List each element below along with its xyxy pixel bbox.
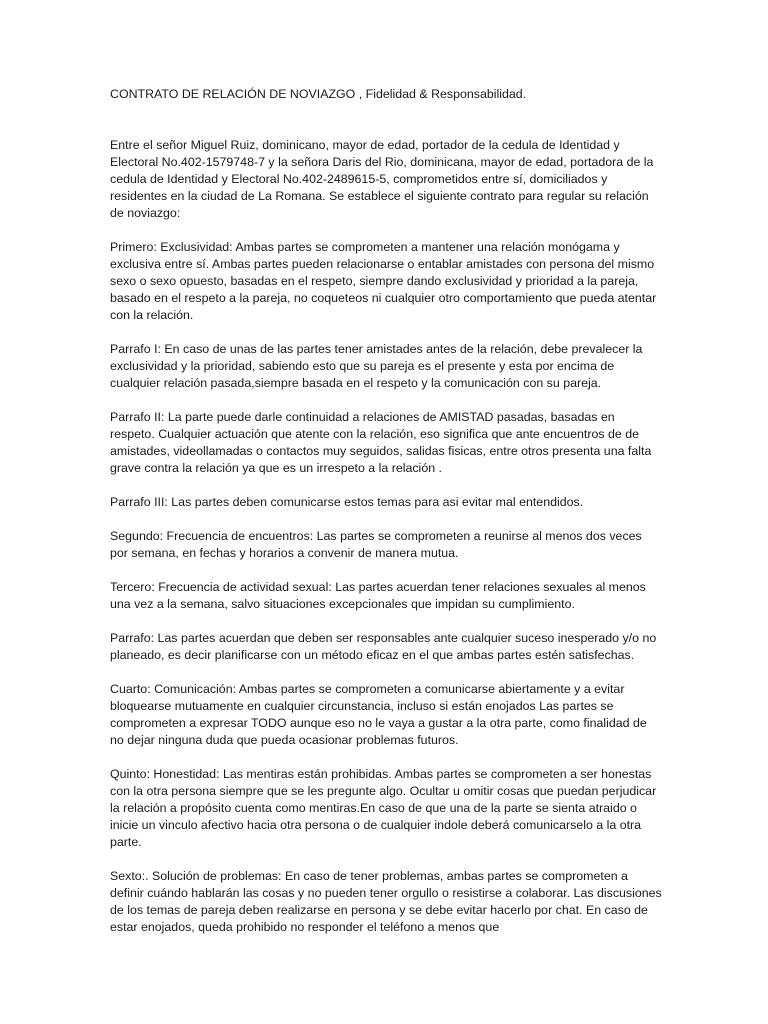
- paragraph-parrafo: Parrafo: Las partes acuerdan que deben ser responsables ante cualquier suceso inesperado y/o no planeado, es decir planificarse con un método eficaz en el que ambas partes estén satisfechas.: [110, 631, 657, 662]
- paragraph-tercero: Tercero: Frecuencia de actividad sexual: Las partes acuerdan tener relaciones sexuales al menos una vez a la semana, salvo situaciones excepcionales que impidan su cumplimiento.: [110, 580, 646, 611]
- paragraph-intro: Entre el señor Miguel Ruiz, dominicano, mayor de edad, portador de la cedula de Identidad y Electoral No.402-1579748-7 y la señora Daris del Rio, dominicana, mayor de edad, portadora de la cedula de Identidad y Electoral No.402-2489615-5, comprometidos entre sí, domiciliados y residentes en la ciudad de La Romana. Se establece el siguiente contrato para regular su relación de noviazgo:: [110, 138, 654, 220]
- document-body: [110, 86, 662, 953]
- paragraph-quinto: Quinto: Honestidad: Las mentiras están prohibidas. Ambas partes se comprometen a ser honestas con la otra persona siempre que se les pregunte algo. Ocultar u omitir cosas que puedan perjudicar la relación a propósito cuenta como mentiras.En caso de que una de la parte se sienta atraido o inicie un vinculo afectivo hacia otra persona o de cualquier indole deberá comunicarselo a la otra parte.: [110, 767, 657, 849]
- paragraph-primero: Primero: Exclusividad: Ambas partes se comprometen a mantener una relación monógama y exclusiva entre sí. Ambas partes pueden relacionarse o entablar amistades con persona del mismo sexo o sexo opuesto, basadas en el respeto, siempre dando exclusividad y prioridad a la pareja, basado en el respeto a la pareja, no coqueteos ni cualquier otro comportamiento que pueda atentar con la relación.: [110, 240, 657, 322]
- paragraph-segundo: Segundo: Frecuencia de encuentros: Las partes se comprometen a reunirse al menos dos veces por semana, en fechas y horarios a convenir de manera mutua.: [110, 529, 642, 560]
- paragraph-parrafo-iii: Parrafo III: Las partes deben comunicarse estos temas para asi evitar mal entendidos.: [110, 495, 584, 509]
- paragraph-cuarto: Cuarto: Comunicación: Ambas partes se comprometen a comunicarse abiertamente y a evitar bloquearse mutuamente en cualquier circunstancia, incluso si están enojados Las partes se comprometen a expresar TODO aunque eso no le vaya a gustar a la otra parte, como finalidad de no dejar ninguna duda que pueda ocasionar problemas futuros.: [110, 682, 647, 747]
- paragraph-sexto: Sexto:. Solución de problemas: En caso de tener problemas, ambas partes se comprometen a definir cuándo hablarán las cosas y no pueden tener orgullo o resistirse a colaborar. Las discusiones de los temas de pareja deben realizarse en persona y se debe evitar hacerlo por chat. En caso de estar enojados, queda prohibido no responder el teléfono a menos que: [110, 869, 662, 934]
- paragraph-parrafo-ii: Parrafo II: La parte puede darle continuidad a relaciones de AMISTAD pasadas, basadas en respeto. Cualquier actuación que atente con la relación, eso significa que ante encuentros de de amistades, videollamadas o contactos muy seguidos, salidas fisicas, entre otros presenta una falta grave contra la relación ya que es un irrespeto a la relación .: [110, 410, 652, 475]
- document-title: CONTRATO DE RELACIÓN DE NOVIAZGO , Fidelidad & Responsabilidad.: [110, 87, 527, 101]
- paragraph-parrafo-i: Parrafo I: En caso de unas de las partes tener amistades antes de la relación, debe prevalecer la exclusividad y la prioridad, sabiendo esto que su pareja es el presente y esta por encima de cualquier relación pasada,siempre basada en el respeto y la comunicación con su pareja.: [110, 342, 643, 390]
